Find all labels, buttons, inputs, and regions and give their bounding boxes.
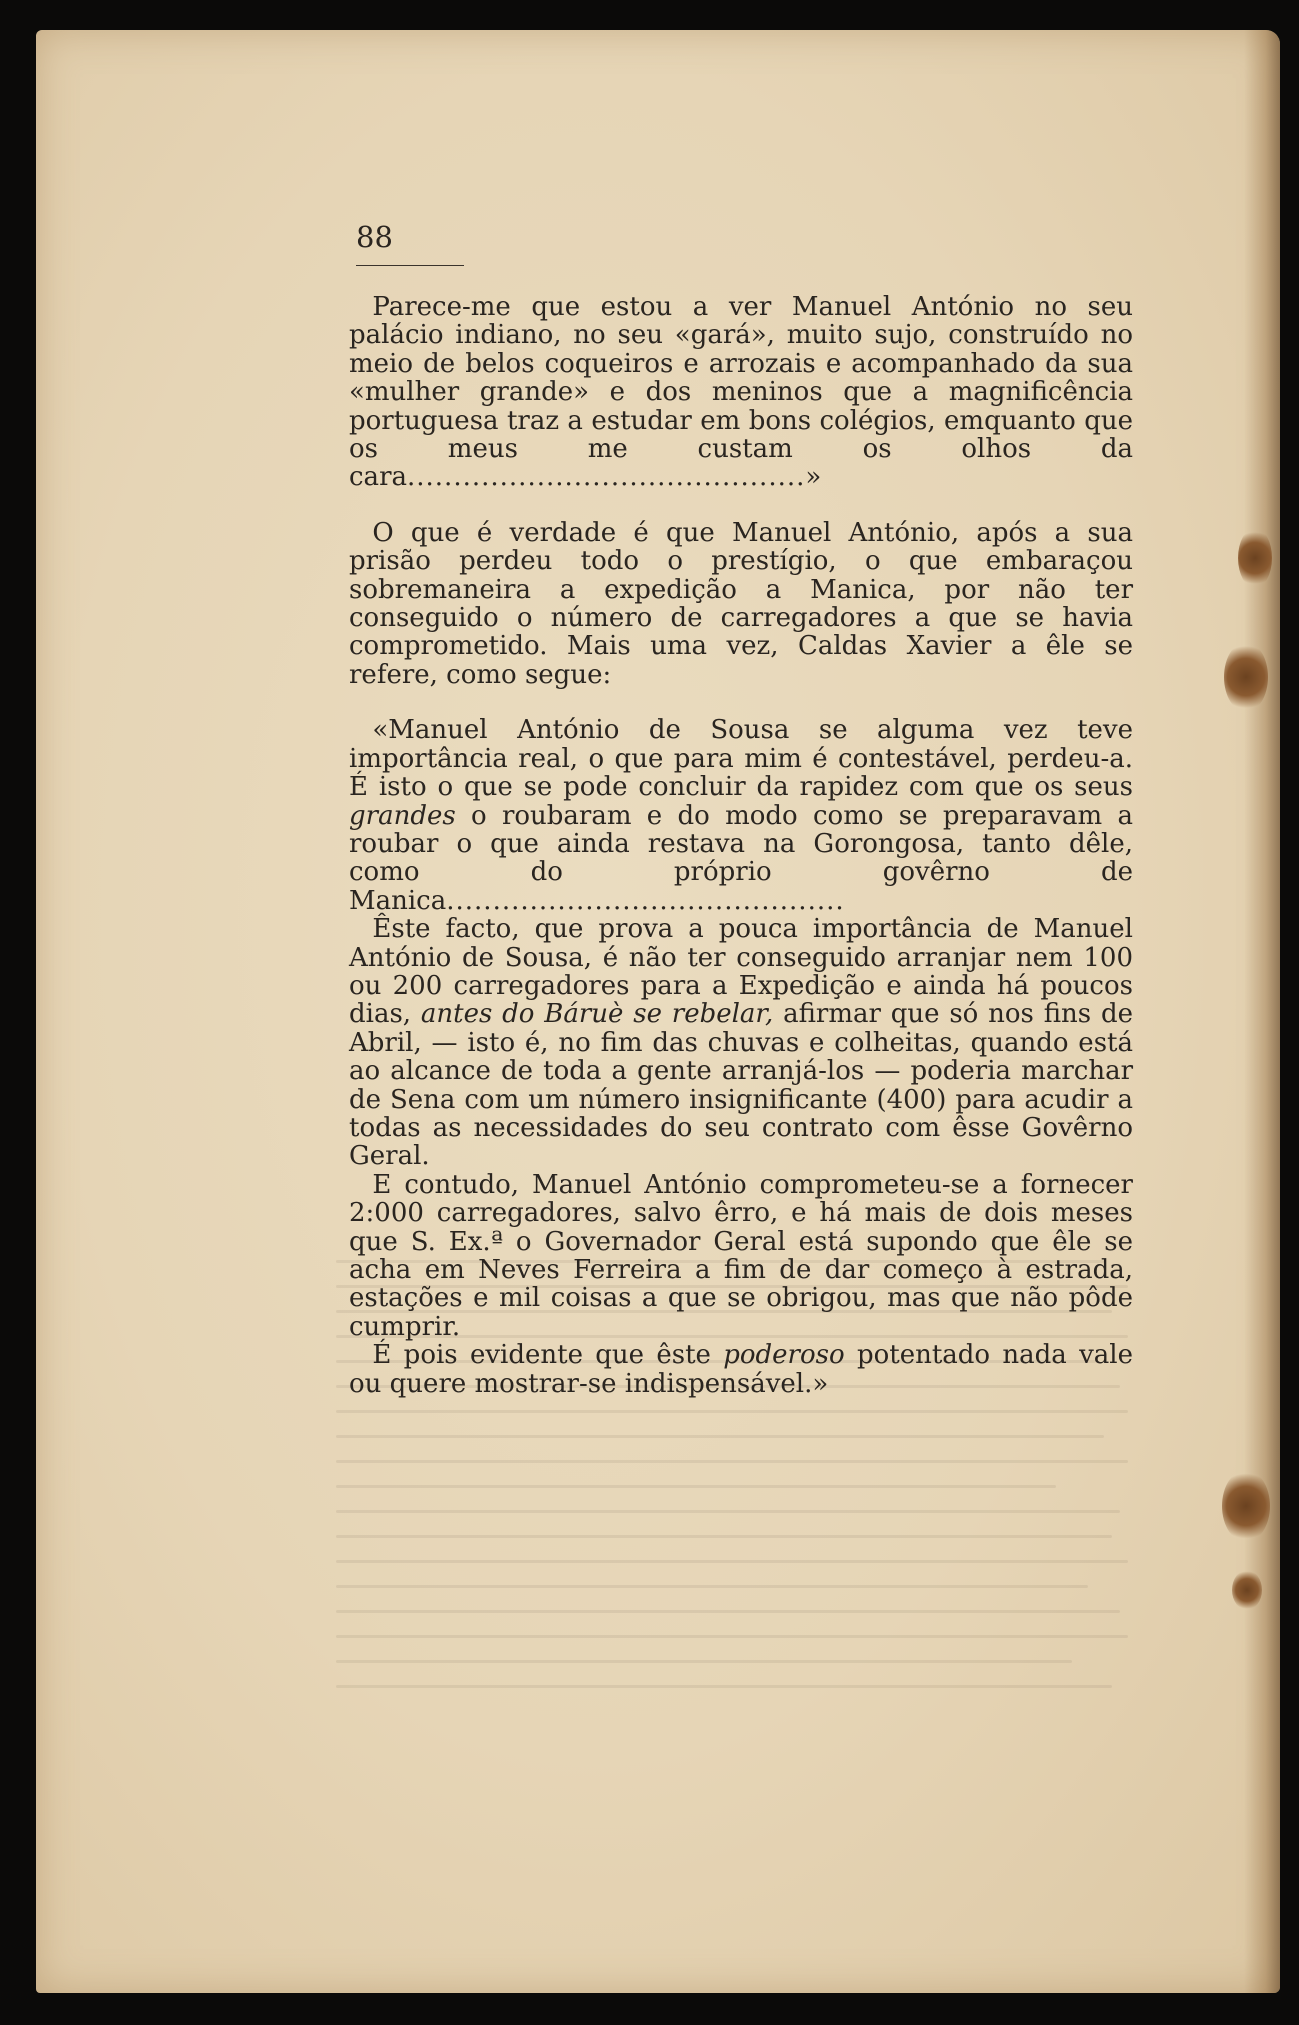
paragraph	[349, 1171, 1133, 1341]
italic-text: grandes	[349, 800, 456, 831]
italic-text: poderoso	[723, 1340, 845, 1371]
rust-stain	[1232, 1570, 1262, 1610]
dot-leader: ...........................................»	[407, 462, 823, 493]
paragraph	[349, 519, 1133, 689]
page-number: 88	[356, 220, 393, 254]
paragraph-text: E contudo, Manuel António comprometeu-se a fornecer 2:000 carregadores, salvo êrro, e há mais de dois meses que S. Ex.ª o Governador Geral está supondo que êle se acha em Neves Ferreira a fim de dar começo à estrada, estações e mil coisas a que se obrigou, mas que não pôde cumprir.	[349, 1169, 1133, 1342]
paragraph	[349, 1341, 1133, 1398]
italic-text: antes do Báruè se rebelar,	[420, 999, 774, 1030]
page-edge-shadow	[1244, 30, 1280, 1993]
paragraph	[349, 716, 1133, 915]
paragraph-text: «Manuel António de Sousa se alguma vez teve importância real, o que para mim é contestável, perdeu-a. É isto o que se pode concluir da rapidez com que os seus	[349, 715, 1133, 803]
paragraph-text: afirmar que só nos fins de Abril, — isto é, no fim das chuvas e colheitas, quando está ao alcance de toda a gente arranjá-los — poderia marchar de Sena com um número insignificante (400) para acudir a todas as necessidades do seu contrato com êsse Govêrno Geral.	[349, 999, 1133, 1172]
paragraph	[349, 915, 1133, 1171]
paragraph-text: Parece-me que estou a ver Manuel António no seu palácio indiano, no seu «gará», muito sujo, construído no meio de belos coqueiros e arrozais e acompanhado da sua «mulher grande» e dos meninos que a magnificência portuguesa traz a estudar em bons colégios, emquanto que os meus me custam os olhos da cara	[349, 292, 1133, 493]
page-number-rule	[356, 265, 464, 266]
rust-stain	[1222, 1470, 1270, 1542]
rust-stain	[1224, 642, 1268, 712]
book-page	[36, 30, 1280, 1993]
paragraph-text: Êste facto, que prova a pouca importância de Manuel António de Sousa, é não ter conseguido arranjar nem 100 ou 200 carregadores para a Expedição e ainda há poucos dias,	[349, 914, 1133, 1030]
paragraph-text: É pois evidente que êste	[372, 1340, 724, 1371]
paragraph-text: O que é verdade é que Manuel António, após a sua prisão perdeu todo o prestígio, o que embaraçou sobremaneira a expedição a Manica, por não ter conseguido o número de carregadores a que se havia comprometido. Mais uma vez, Caldas Xavier a êle se refere, como segue:	[349, 517, 1133, 690]
body-text	[349, 293, 1133, 1398]
rust-stain	[1238, 528, 1272, 588]
paragraph-text: o roubaram e do modo como se preparavam a roubar o que ainda restava na Gorongosa, tanto dêle, como do próprio govêrno de Manica	[349, 800, 1133, 916]
paragraph-text: potentado nada vale ou quere mostrar-se indispensável.»	[349, 1340, 1133, 1399]
dot-leader: ...........................................	[446, 885, 845, 916]
paragraph	[349, 293, 1133, 492]
